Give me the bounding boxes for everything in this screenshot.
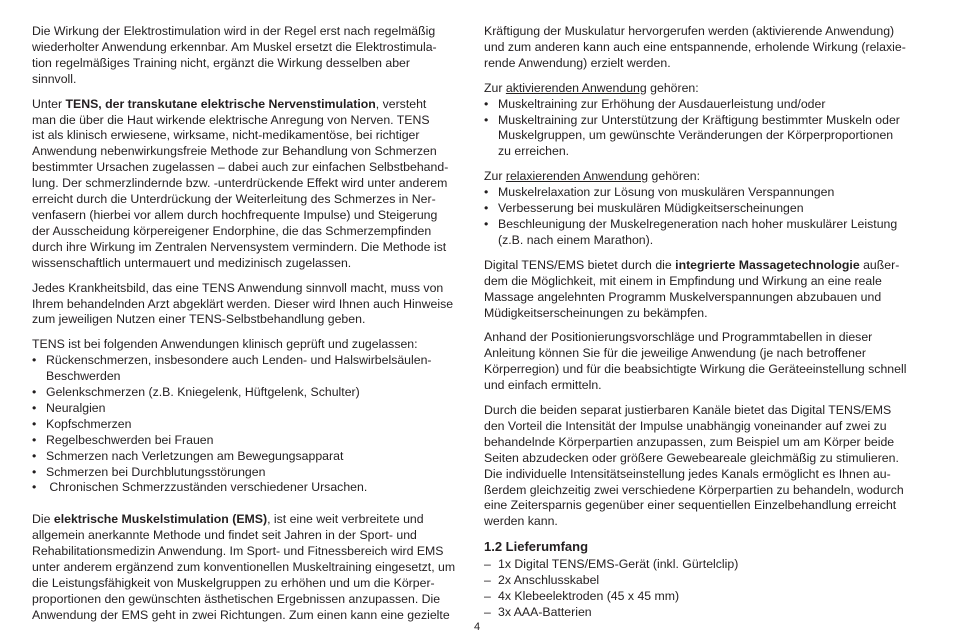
text-line: – 1x Digital TENS/EMS-Gerät (inkl. Gürtelclip): [498, 557, 739, 572]
text-line: • Muskeltraining zur Erhöhung der Ausdauerleistung und/oder: [498, 96, 826, 111]
text-fragment: außer-: [859, 257, 900, 272]
text-line: Die individuelle Intensitätseinstellung jedes Kanals ermöglicht es Ihnen au-: [484, 466, 891, 481]
page-number: 4: [473, 621, 481, 633]
list-item: [32, 401, 472, 417]
text-line: • Schmerzen nach Verletzungen am Bewegungsapparat: [46, 448, 344, 463]
text-line: [32, 97, 472, 113]
text-line: werden kann.: [484, 514, 558, 529]
text-line: [32, 512, 472, 528]
text-line: Anwendung der EMS geht in zwei Richtungen. Zum einen kann eine gezielte: [32, 607, 450, 622]
applications-intro: [32, 337, 472, 353]
tens-applications-list: [32, 353, 472, 496]
right-column: [484, 24, 926, 630]
text-line: lung. Der schmerzlindernde bzw. -unterdrückende Effekt wird unter anderem: [32, 176, 448, 191]
list-item: [484, 217, 926, 249]
text-line: • Schmerzen bei Durchblutungsstörungen: [46, 464, 266, 479]
text-line: (z.B. nach einem Marathon).: [498, 232, 654, 247]
tens-term: TENS, der transkutane elektrische Nervenstimulation: [65, 96, 376, 111]
text-line: Müdigkeitserscheinungen zu bekämpfen.: [484, 305, 708, 320]
text-line: venfasern (hierbei vor allem durch hochfrequente Impulse) und Steigerung: [32, 207, 438, 222]
text-line: Jedes Krankheitsbild, das eine TENS Anwendung sinnvoll macht, muss von: [32, 280, 444, 295]
list-item: [484, 185, 926, 201]
text-line: • Gelenkschmerzen (z.B. Kniegelenk, Hüftgelenk, Schulter): [46, 385, 360, 400]
text-fragment: Zur: [484, 80, 506, 95]
text-line: Durch die beiden separat justierbaren Kanäle bietet das Digital TENS/EMS: [484, 403, 892, 418]
text-line: Anleitung können Sie für die jeweilige Anwendung (je nach betroffener: [484, 346, 866, 361]
activating-intro: [484, 81, 926, 97]
text-line: die Leistungsfähigkeit von Muskelgruppen zu erhöhen und um die Körper-: [32, 576, 435, 590]
text-line: Beschwerden: [46, 369, 121, 384]
delivery-list: [484, 557, 926, 621]
list-item: [484, 97, 926, 113]
intro-paragraph: [32, 24, 472, 88]
list-item: [484, 589, 926, 605]
text-line: • Rückenschmerzen, insbesondere auch Lenden- und Halswirbelsäulen-: [46, 353, 432, 368]
text-line: der Ausscheidung körpereigener Endorphine, die das Schmerzempfinden: [32, 223, 432, 238]
list-item: [32, 480, 472, 496]
doctor-paragraph: [32, 281, 472, 329]
text-line: [484, 169, 926, 185]
text-fragment: gehören:: [648, 169, 701, 184]
text-fragment: Die: [32, 512, 54, 527]
text-line: – 4x Klebeelektroden (45 x 45 mm): [498, 589, 680, 604]
text-line: ßerdem gleichzeitig zwei verschiedene Körperpartien zu behandeln, wodurch: [484, 482, 904, 497]
text-line: allgemein anerkannte Methode und findet seit Jahren in der Sport- und: [32, 528, 417, 543]
text-line: • Beschleunigung der Muskelregeneration nach hoher muskulärer Leistung: [498, 216, 898, 231]
text-line: Massage angelehnten Programm Muskelverspannungen abzubauen und: [484, 289, 882, 304]
relaxing-intro: [484, 169, 926, 185]
text-line: Rehabilitationsmedizin Anwendung. Im Sport- und Fitnessbereich wird EMS: [32, 544, 444, 559]
channels-paragraph: [484, 403, 926, 530]
text-line: • Verbesserung bei muskulären Müdigkeitserscheinungen: [498, 201, 804, 216]
text-line: Anhand der Positionierungsvorschläge und Programmtabellen in dieser: [484, 330, 873, 345]
text-line: • Chronischen Schmerzzuständen verschiedener Ursachen.: [46, 480, 368, 495]
text-line: Ihrem behandelnden Arzt abgeklärt werden. Dieser wird Ihnen auch Hinweise: [32, 296, 454, 311]
text-line: zum jeweiligen Nutzen einer TENS-Selbstbehandlung geben.: [32, 312, 366, 327]
text-line: • Muskelrelaxation zur Lösung von muskulären Verspannungen: [498, 185, 835, 200]
list-item: [484, 113, 926, 161]
text-line: [484, 81, 926, 97]
list-item: [32, 417, 472, 433]
text-line: Seiten abzudecken oder größere Gewebeareale gleichmäßig zu stimulieren.: [484, 450, 899, 465]
text-line: rende Anwendung) erzielt werden.: [484, 55, 671, 70]
list-item: [32, 385, 472, 401]
activating-term: aktivierenden Anwendung: [505, 80, 647, 95]
list-item: [32, 433, 472, 449]
relaxing-list: [484, 185, 926, 249]
section-heading: 1.2 Lieferumfang: [484, 539, 589, 555]
massage-paragraph: [484, 258, 926, 322]
text-line: • Kopfschmerzen: [46, 416, 132, 431]
text-line: zu erreichen.: [498, 144, 570, 159]
text-fragment: Unter: [32, 96, 66, 111]
text-fragment: gehören:: [646, 80, 699, 95]
text-line: man die über die Haut wirkende elektrische Anregung von Nerven. TENS: [32, 112, 430, 127]
text-line: [484, 258, 926, 274]
text-line: und zum anderen kann auch eine entspannende, erholende Wirkung (relaxie-: [484, 39, 906, 54]
activating-list: [484, 97, 926, 161]
text-line: unter anderem ergänzend zum konventionellen Muskeltraining eingesetzt, um: [32, 560, 456, 575]
text-line: • Regelbeschwerden bei Frauen: [46, 432, 214, 447]
text-line: – 3x AAA-Batterien: [498, 605, 592, 619]
text-line: wiederholter Anwendung erkennbar. Am Muskel ersetzt die Elektrostimula-: [32, 39, 437, 54]
text-fragment: , versteht: [375, 96, 427, 111]
list-item: [484, 557, 926, 573]
text-line: proportionen den gewünschten ästhetischen Ergebnissen anzupassen. Die: [32, 591, 441, 606]
text-line: behandelnde Körperpartien anzupassen, zum Beispiel um am Körper beide: [484, 434, 895, 449]
text-line: Die Wirkung der Elektrostimulation wird in der Regel erst nach regelmäßig: [32, 24, 436, 38]
text-line: tion regelmäßiges Training nicht, ergänzt die Wirkung desselben aber: [32, 55, 410, 70]
list-item: [32, 465, 472, 481]
ems-continuation-paragraph: [484, 24, 926, 72]
list-item: [484, 201, 926, 217]
text-line: Kräftigung der Muskulatur hervorgerufen werden (aktivierende Anwendung): [484, 24, 895, 38]
text-fragment: , ist eine weit verbreitete und: [267, 512, 424, 527]
text-line: den Vorteil die Intensität der Impulse unabhängig voneinander auf zwei zu: [484, 418, 887, 433]
text-line: eine Zeitersparnis gegenüber einer sequentiellen Einzelbehandlung erreicht: [484, 498, 897, 513]
text-line: Körperregion) und für die beabsichtigte Wirkung die Geräteeinstellung schnell: [484, 362, 907, 377]
ems-term: elektrische Muskelstimulation (EMS): [53, 512, 268, 527]
text-line: ist als klinisch erwiesene, wirksame, nicht-medikamentöse, bei richtiger: [32, 128, 420, 143]
text-line: sinnvoll.: [32, 71, 77, 86]
positioning-paragraph: [484, 330, 926, 394]
text-line: wissenschaftlich untermauert und medizinisch zugelassen.: [32, 255, 352, 270]
text-line: und einfach ermitteln.: [484, 378, 602, 393]
text-line: Muskelgruppen, um gewünschte Veränderungen der Körperproportionen: [498, 128, 894, 143]
text-fragment: Digital TENS/EMS bietet durch die: [484, 257, 676, 272]
text-line: durch ihre Wirkung im Zentralen Nervensystem vermindern. Die Methode ist: [32, 239, 447, 254]
relaxing-term: relaxierenden Anwendung: [505, 169, 649, 184]
left-column: [32, 24, 472, 633]
text-line: – 2x Anschlusskabel: [498, 573, 600, 588]
list-item: [484, 573, 926, 589]
list-item: [484, 605, 926, 621]
text-line: • Neuralgien: [46, 400, 106, 415]
list-item: [32, 449, 472, 465]
tens-paragraph: [32, 97, 472, 272]
text-line: dem die Möglichkeit, mit einem in Empfindung und Wirkung an eine reale: [484, 273, 882, 288]
text-line: • Muskeltraining zur Unterstützung der Kräftigung bestimmter Muskeln oder: [498, 112, 900, 127]
text-fragment: Zur: [484, 169, 506, 184]
text-line: TENS ist bei folgenden Anwendungen klinisch geprüft und zugelassen:: [32, 337, 418, 352]
ems-paragraph: [32, 512, 472, 623]
text-line: Anwendung nebenwirkungsfreie Methode zur Behandlung von Schmerzen: [32, 144, 437, 159]
text-line: bestimmter Ursachen zugelassen – dabei auch zur einfachen Selbstbehand-: [32, 160, 449, 175]
list-item: [32, 353, 472, 385]
massage-term: integrierte Massagetechnologie: [675, 257, 860, 272]
text-line: erreicht durch die Unterdrückung der Weiterleitung des Schmerzes in Ner-: [32, 192, 436, 207]
